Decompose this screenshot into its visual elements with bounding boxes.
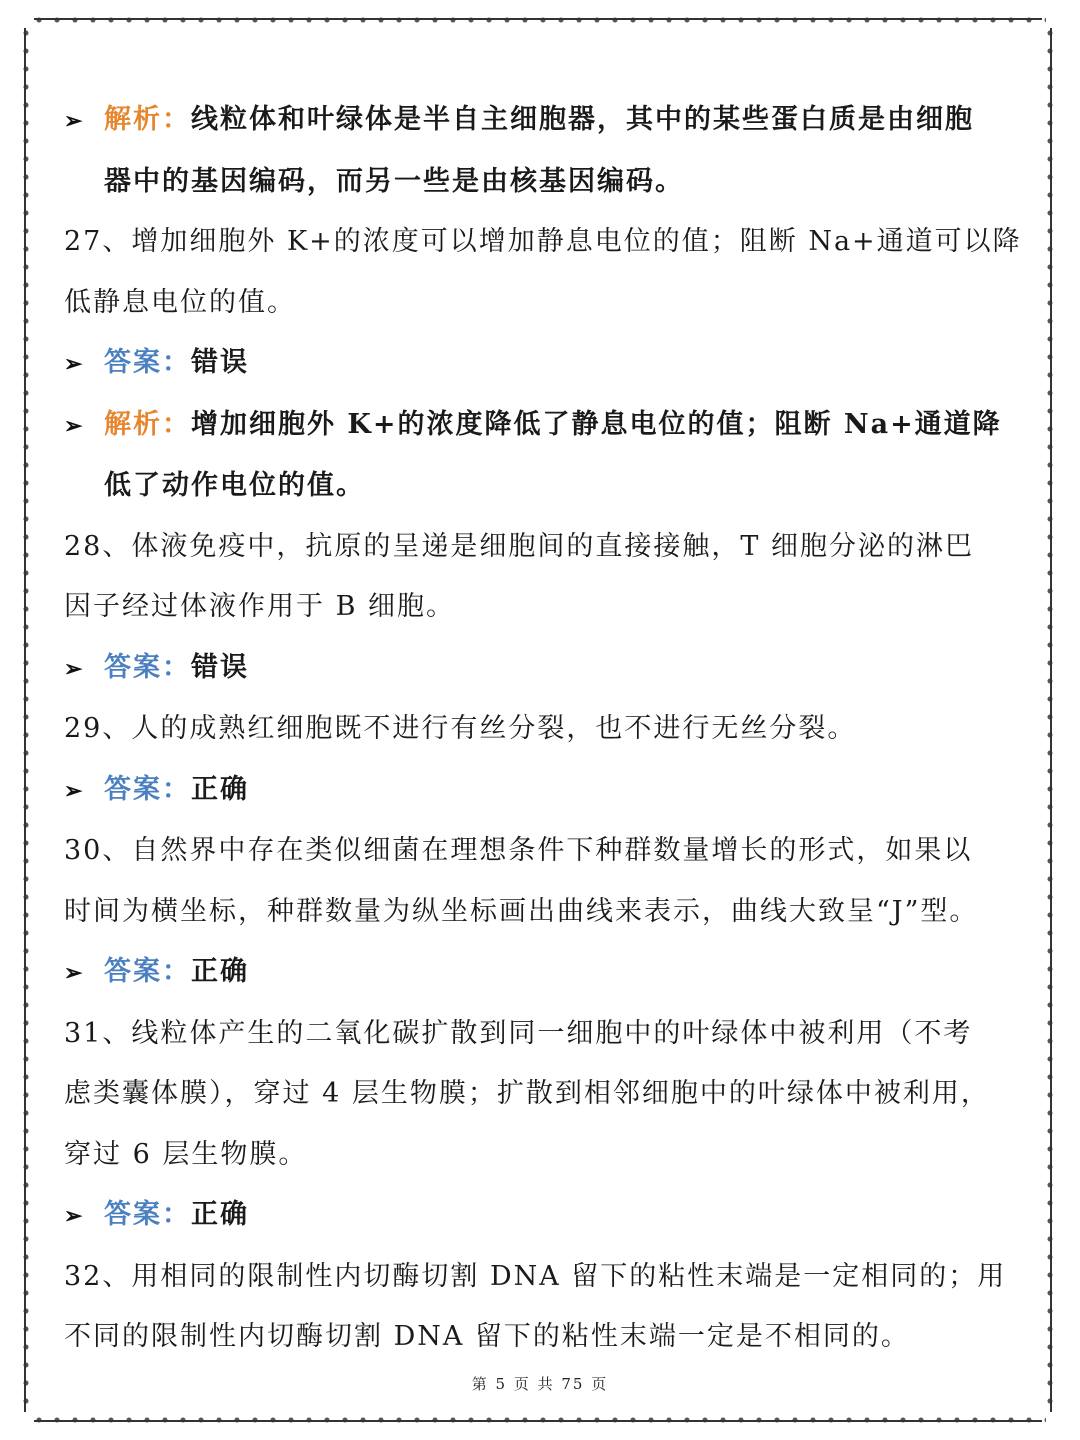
question-28: 28、体液免疫中，抗原的呈递是细胞间的直接接触，T 细胞分泌的淋巴 — [64, 530, 974, 562]
answer-value: 正确 — [191, 956, 249, 987]
arrow-bullet-icon: ➢ — [64, 1203, 85, 1229]
answer-label: 答案： — [104, 956, 191, 987]
question-32-continued: 不同的限制性内切酶切割 DNA 留下的粘性末端一定是不相同的。 — [64, 1321, 910, 1352]
analysis-label: 解析： — [104, 104, 191, 135]
border-top-rule — [34, 18, 1042, 20]
arrow-bullet-icon: ➢ — [64, 777, 85, 804]
question-31: 31、线粒体产生的二氧化碳扩散到同一细胞中的叶绿体中被利用（不考 — [64, 1017, 973, 1049]
question-31-continued: 虑类囊体膜），穿过 4 层生物膜；扩散到相邻细胞中的叶绿体中被利用， — [64, 1078, 990, 1109]
answer-line — [64, 638, 1014, 700]
analysis-text: 增加细胞外 K+的浓度降低了静息电位的值；阻断 Na+通道降 — [191, 408, 1002, 440]
question-29: 29、人的成熟红细胞既不进行有丝分裂，也不进行无丝分裂。 — [64, 713, 857, 744]
answer-value: 正确 — [191, 1199, 249, 1230]
answer-label: 答案： — [104, 773, 191, 805]
border-bottom-rule — [34, 1420, 1042, 1422]
arrow-bullet-icon: ➢ — [64, 108, 85, 134]
page-number-footer: 第 5 页 共 75 页 — [471, 1375, 609, 1393]
analysis-line — [64, 395, 1014, 457]
question-32: 32、用相同的限制性内切酶切割 DNA 留下的粘性末端是一定相同的；用 — [64, 1260, 1007, 1292]
answer-line — [64, 333, 1014, 395]
answer-line — [64, 942, 1014, 1004]
answer-value: 错误 — [191, 651, 249, 683]
analysis-line — [64, 90, 1014, 152]
analysis-text-continued: 器中的基因编码，而另一些是由核基因编码。 — [104, 165, 684, 197]
answer-value: 错误 — [191, 347, 249, 378]
question-30: 30、自然界中存在类似细菌在理想条件下种群数量增长的形式，如果以 — [64, 835, 973, 866]
border-right-rule — [1050, 28, 1052, 1412]
answer-line — [64, 1185, 1014, 1247]
arrow-bullet-icon: ➢ — [64, 412, 85, 439]
border-top-dots — [30, 12, 1046, 28]
page-content — [64, 90, 1022, 1368]
question-28-continued: 因子经过体液作用于 B 细胞。 — [64, 591, 456, 622]
analysis-text-continued: 低了动作电位的值。 — [104, 470, 365, 501]
answer-value: 正确 — [191, 773, 249, 805]
answer-label: 答案： — [104, 347, 191, 378]
question-27-continued: 低静息电位的值。 — [64, 286, 296, 318]
arrow-bullet-icon: ➢ — [64, 655, 85, 682]
border-left-rule — [24, 28, 26, 1412]
answer-line — [64, 760, 1014, 822]
border-left-dots — [18, 24, 34, 1416]
analysis-label: 解析： — [104, 408, 191, 440]
question-31-continued: 穿过 6 层生物膜。 — [64, 1138, 308, 1170]
question-27: 27、增加细胞外 K+的浓度可以增加静息电位的值；阻断 Na+通道可以降 — [64, 226, 1022, 257]
answer-label: 答案： — [104, 651, 191, 683]
arrow-bullet-icon: ➢ — [64, 351, 85, 377]
question-30-continued: 时间为横坐标，种群数量为纵坐标画出曲线来表示，曲线大致呈“J”型。 — [64, 895, 979, 927]
arrow-bullet-icon: ➢ — [64, 960, 85, 986]
analysis-text: 线粒体和叶绿体是半自主细胞器，其中的某些蛋白质是由细胞 — [191, 104, 974, 135]
answer-label: 答案： — [104, 1199, 191, 1230]
